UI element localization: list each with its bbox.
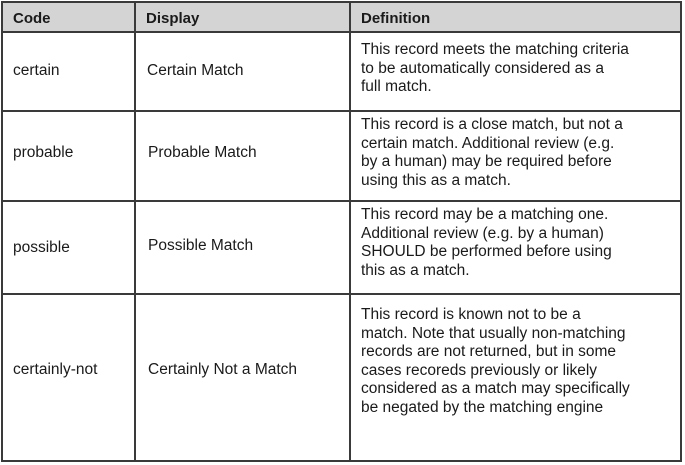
row-code: possible [13,239,70,256]
definition-line: cases recoreds previously or likely [361,361,598,379]
row-display: Possible Match [148,237,254,254]
row-display: Certain Match [147,62,244,79]
column-divider [134,3,136,460]
header-code: Code [13,10,51,27]
definition-line: be negated by the matching engine [361,398,604,416]
row-code: probable [13,144,74,161]
definition-line: using this as a match. [361,171,511,189]
row-code: certainly-not [13,361,98,378]
table-header-row [3,3,680,33]
row-definition [361,306,676,417]
definition-line: Additional review (e.g. by a human) [361,224,604,242]
header-display: Display [146,10,200,27]
row-code: certain [13,62,60,79]
definition-line: certain match. Additional review (e.g. [361,134,615,152]
row-definition [361,116,676,190]
definition-line: considered as a match may specifically [361,380,630,397]
definition-line: this as a match. [361,261,470,279]
row-definition [361,41,676,97]
definition-line: This record is a close match, but not a [361,116,623,133]
definition-line: full match. [361,78,432,95]
definition-line: match. Note that usually non-matching [361,324,626,342]
row-display: Probable Match [148,144,257,161]
definition-line: SHOULD be performed before using [361,243,612,260]
definition-line: records are not returned, but in some [361,343,617,360]
match-grade-table [1,1,682,462]
row-divider [3,293,680,295]
header-definition: Definition [361,10,431,27]
definition-line: by a human) may be required before [361,153,612,170]
row-display: Certainly Not a Match [148,361,298,378]
definition-line: This record meets the matching criteria [361,41,629,58]
column-divider [349,3,351,460]
row-divider [3,200,680,202]
definition-line: This record may be a matching one. [361,206,609,223]
definition-line: This record is known not to be a [361,306,581,323]
definition-line: to be automatically considered as a [361,59,604,77]
row-divider [3,110,680,112]
row-definition [361,206,676,280]
